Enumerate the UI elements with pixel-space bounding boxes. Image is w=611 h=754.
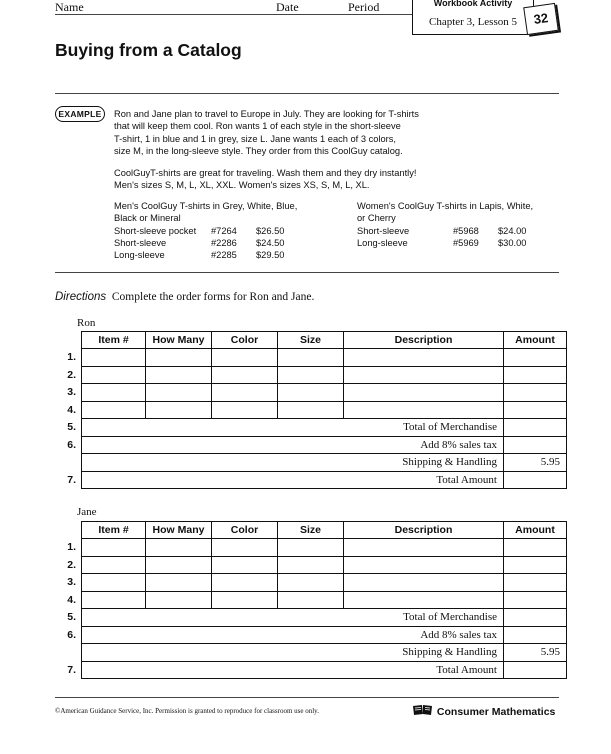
amount-cell[interactable]	[504, 471, 567, 489]
item-price: $24.00	[498, 225, 527, 236]
color-cell[interactable]	[212, 349, 278, 367]
form-person-ron: Ron	[77, 317, 96, 329]
table-row	[55, 609, 567, 627]
col-item: Item #	[82, 522, 146, 539]
row-number: 4.	[67, 593, 76, 606]
col-how-many: How Many	[146, 332, 212, 349]
how-many-cell[interactable]	[146, 401, 212, 419]
merchandise-label: Total of Merchandise	[82, 609, 504, 627]
row-number: 2.	[67, 368, 76, 381]
col-size: Size	[278, 522, 344, 539]
row-number: 1.	[67, 541, 76, 554]
book-title-block	[412, 704, 555, 718]
col-description: Description	[344, 332, 504, 349]
amount-cell[interactable]	[504, 384, 567, 402]
size-cell[interactable]	[278, 556, 344, 574]
size-cell[interactable]	[278, 539, 344, 557]
item-code: #2286	[211, 237, 237, 248]
item-style: Short-sleeve	[357, 225, 410, 236]
period-label: Period	[348, 0, 380, 14]
book-title: Consumer Mathematics	[436, 706, 556, 718]
shipping-amount: 5.95	[504, 644, 567, 662]
order-form-jane	[55, 521, 567, 679]
mens-item	[114, 225, 354, 237]
item-cell[interactable]	[82, 384, 146, 402]
item-style: Long-sleeve	[357, 237, 408, 248]
col-color: Color	[212, 332, 278, 349]
row-number: 6.	[67, 438, 76, 451]
item-code: #2285	[211, 250, 237, 261]
how-many-cell[interactable]	[146, 574, 212, 592]
col-amount: Amount	[504, 332, 567, 349]
table-row	[55, 539, 567, 557]
size-cell[interactable]	[278, 401, 344, 419]
example-line: Men's sizes S, M, L, XL, XXL. Women's sizes XS, S, M, L, XL.	[114, 180, 370, 191]
page-title: Buying from a Catalog	[55, 40, 242, 60]
book-icon	[412, 704, 434, 716]
example-badge: EXAMPLE	[55, 106, 105, 122]
directions-text: Complete the order forms for Ron and Jane.	[111, 291, 315, 303]
mens-item	[114, 237, 354, 249]
amount-cell[interactable]	[504, 419, 567, 437]
description-cell[interactable]	[344, 591, 504, 609]
col-amount: Amount	[504, 522, 567, 539]
color-cell[interactable]	[212, 366, 278, 384]
amount-cell[interactable]	[504, 591, 567, 609]
example-line: size M, in the long-sleeve style. They order from this CoolGuy catalog.	[114, 145, 403, 156]
form-header-row	[55, 332, 567, 349]
row-number: 6.	[67, 628, 76, 641]
color-cell[interactable]	[212, 539, 278, 557]
workbook-badge	[412, 0, 534, 35]
item-price: $24.50	[256, 237, 285, 248]
row-number: 5.	[67, 421, 76, 434]
directions-label: Directions	[55, 291, 107, 303]
table-row	[55, 349, 567, 367]
item-price: $26.50	[256, 225, 285, 236]
item-code: #5969	[453, 237, 479, 248]
how-many-cell[interactable]	[146, 384, 212, 402]
amount-cell[interactable]	[504, 539, 567, 557]
example-line: CoolGuyT-shirts are great for traveling. Wash them and they dry instantly!	[114, 168, 417, 178]
table-row	[55, 644, 567, 662]
amount-cell[interactable]	[504, 574, 567, 592]
item-cell[interactable]	[82, 349, 146, 367]
amount-cell[interactable]	[504, 349, 567, 367]
table-row	[55, 626, 567, 644]
size-cell[interactable]	[278, 384, 344, 402]
amount-cell[interactable]	[504, 366, 567, 384]
workbook-label: Workbook Activity	[433, 0, 513, 8]
row-number: 1.	[67, 351, 76, 364]
table-row	[55, 401, 567, 419]
example-line: Ron and Jane plan to travel to Europe in July. They are looking for T-shirts	[114, 109, 419, 119]
merchandise-label: Total of Merchandise	[82, 419, 504, 437]
womens-item	[357, 237, 557, 249]
tax-label: Add 8% sales tax	[82, 436, 504, 454]
how-many-cell[interactable]	[146, 539, 212, 557]
description-cell[interactable]	[344, 539, 504, 557]
description-cell[interactable]	[344, 574, 504, 592]
table-row	[55, 366, 567, 384]
total-label: Total Amount	[82, 661, 504, 679]
col-size: Size	[278, 332, 344, 349]
amount-cell[interactable]	[504, 609, 567, 627]
womens-heading: or Cherry	[357, 213, 396, 224]
row-number: 4.	[67, 403, 76, 416]
size-cell[interactable]	[278, 349, 344, 367]
copyright: ©American Guidance Service, Inc. Permission is granted to reproduce for classroom use only.	[55, 707, 319, 715]
item-cell[interactable]	[82, 591, 146, 609]
tax-label: Add 8% sales tax	[82, 626, 504, 644]
item-style: Long-sleeve	[114, 250, 165, 261]
item-price: $29.50	[256, 250, 285, 261]
form-header-row	[55, 522, 567, 539]
shipping-amount: 5.95	[504, 454, 567, 472]
col-color: Color	[212, 522, 278, 539]
table-row	[55, 471, 567, 489]
item-code: #5968	[453, 225, 479, 236]
example-paragraph-2	[114, 167, 416, 192]
table-row	[55, 454, 567, 472]
amount-cell[interactable]	[504, 401, 567, 419]
item-cell[interactable]	[82, 366, 146, 384]
womens-heading: Women's CoolGuy T-shirts in Lapis, White,	[357, 201, 534, 211]
name-label: Name	[55, 0, 84, 14]
row-number: 3.	[67, 386, 76, 399]
womens-catalog	[357, 200, 557, 249]
date-label: Date	[276, 0, 299, 14]
col-item: Item #	[82, 332, 146, 349]
row-number: 3.	[67, 576, 76, 589]
item-code: #7264	[211, 225, 237, 236]
row-number: 7.	[67, 473, 76, 486]
how-many-cell[interactable]	[146, 556, 212, 574]
mens-heading: Black or Mineral	[114, 213, 181, 224]
amount-cell[interactable]	[504, 436, 567, 454]
col-description: Description	[344, 522, 504, 539]
mens-catalog	[114, 200, 354, 261]
table-row	[55, 661, 567, 679]
description-cell[interactable]	[344, 556, 504, 574]
example-bottom-rule	[55, 272, 559, 273]
color-cell[interactable]	[212, 401, 278, 419]
table-row	[55, 436, 567, 454]
size-cell[interactable]	[278, 366, 344, 384]
form-person-jane: Jane	[77, 506, 97, 518]
table-row	[55, 591, 567, 609]
example-line: T-shirt, 1 in blue and 1 in grey, size L. Jane wants 1 each of 3 colors,	[114, 133, 396, 144]
example-line: that will keep them cool. Ron wants 1 of each style in the short-sleeve	[114, 121, 401, 132]
description-cell[interactable]	[344, 349, 504, 367]
womens-item	[357, 225, 557, 237]
footer-rule	[55, 697, 559, 698]
item-style: Short-sleeve pocket	[114, 225, 197, 236]
color-cell[interactable]	[212, 591, 278, 609]
row-number: 7.	[67, 663, 76, 676]
table-row	[55, 384, 567, 402]
row-number: 5.	[67, 611, 76, 624]
shipping-label: Shipping & Handling	[82, 644, 504, 662]
color-cell[interactable]	[212, 574, 278, 592]
size-cell[interactable]	[278, 574, 344, 592]
col-how-many: How Many	[146, 522, 212, 539]
table-row	[55, 556, 567, 574]
amount-cell[interactable]	[504, 661, 567, 679]
total-label: Total Amount	[82, 471, 504, 489]
item-cell[interactable]	[82, 539, 146, 557]
description-cell[interactable]	[344, 366, 504, 384]
how-many-cell[interactable]	[146, 349, 212, 367]
description-cell[interactable]	[344, 384, 504, 402]
item-cell[interactable]	[82, 574, 146, 592]
how-many-cell[interactable]	[146, 591, 212, 609]
chapter-lesson: Chapter 3, Lesson 5	[429, 16, 517, 28]
amount-cell[interactable]	[504, 626, 567, 644]
amount-cell[interactable]	[504, 556, 567, 574]
how-many-cell[interactable]	[146, 366, 212, 384]
item-cell[interactable]	[82, 556, 146, 574]
size-cell[interactable]	[278, 591, 344, 609]
item-style: Short-sleeve	[114, 237, 167, 248]
shipping-label: Shipping & Handling	[82, 454, 504, 472]
header-rule	[55, 14, 412, 15]
order-form-ron	[55, 331, 567, 489]
description-cell[interactable]	[344, 401, 504, 419]
color-cell[interactable]	[212, 556, 278, 574]
directions	[55, 291, 314, 303]
example-top-rule	[55, 93, 559, 94]
item-cell[interactable]	[82, 401, 146, 419]
item-price: $30.00	[498, 237, 527, 248]
color-cell[interactable]	[212, 384, 278, 402]
activity-number: 32	[523, 3, 559, 35]
table-row	[55, 419, 567, 437]
mens-heading: Men's CoolGuy T-shirts in Grey, White, Blue,	[114, 201, 298, 211]
mens-item	[114, 249, 354, 261]
example-paragraph-1	[114, 108, 419, 157]
table-row	[55, 574, 567, 592]
row-number: 2.	[67, 558, 76, 571]
